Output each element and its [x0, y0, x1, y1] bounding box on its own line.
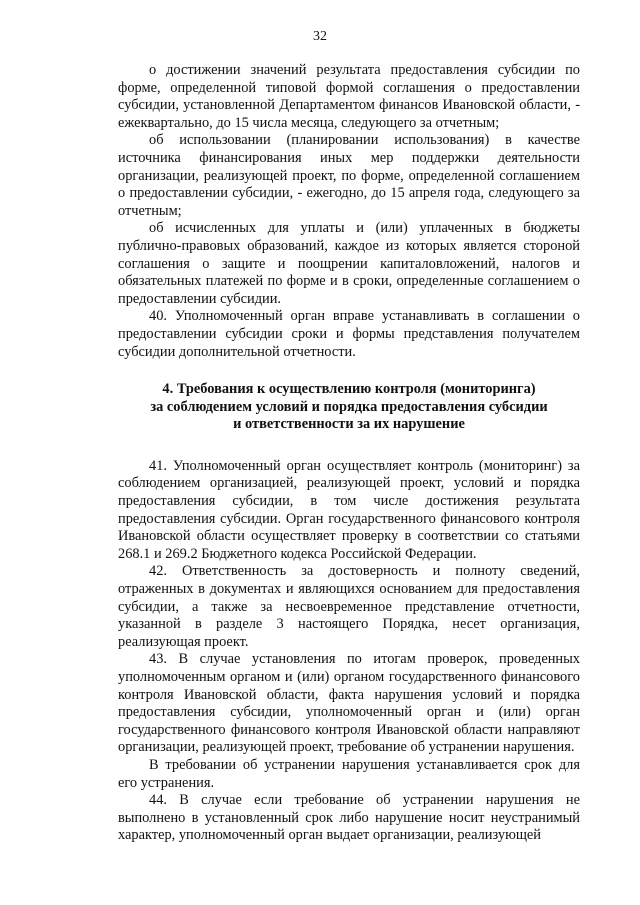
paragraph-43: 43. В случае установления по итогам проверок, проведенных уполномоченным органом и (или) органом государственного финансового контроля Ивановской области, факта нарушения условий и порядка предоставления субсидии, уполномоченный орган и (или) орган государственного финансового контроля Ивановской области направляют организации, реализующей проект, требование об устранении нарушения. — [118, 651, 580, 756]
section-4-title — [118, 381, 580, 434]
paragraph-44: 44. В случае если требование об устранении нарушения не выполнено в установленный срок либо нарушение носит неустранимый характер, уполномоченный орган выдает организации, реализующей — [118, 792, 580, 844]
paragraph-result-reporting: о достижении значений результата предоставления субсидии по форме, определенной типовой формой соглашения о предоставлении субсидии, установленной Департаментом финансов Ивановской области, - ежеквартально, до 15 числа месяца, следующего за отчетным; — [118, 62, 580, 131]
page-number: 32 — [313, 29, 327, 44]
document-body — [118, 62, 580, 845]
paragraph-usage-reporting: об использовании (планировании использования) в качестве источника финансирования иных мер поддержки деятельности организации, реализующей проект, по форме, определенной соглашением о предоставлении субсидии, - ежегодно, до 15 апреля года, следующего за отчетным; — [118, 132, 580, 219]
section-title-line-2: за соблюдением условий и порядка предоставления субсидии — [150, 398, 548, 415]
section-title-line-3: и ответственности за их нарушение — [233, 416, 465, 433]
paragraph-deadline: В требовании об устранении нарушения устанавливается срок для его устранения. — [118, 756, 580, 791]
paragraph-41: 41. Уполномоченный орган осуществляет контроль (мониторинг) за соблюдением организацией, реализующей проект, условий и порядка предоставления субсидии, в том числе достижения результата предоставления субсидии. Орган государственного финансового контроля Ивановской области осуществляет проверку в соответствии со статьями 268.1 и 269.2 Бюджетного кодекса Российской Федерации. — [118, 457, 580, 562]
paragraph-42: 42. Ответственность за достоверность и полноту сведений, отраженных в документах и являющихся основанием для предоставления субсидии, а также за несвоевременное представление отчетности, указанной в разделе 3 настоящего Порядка, несет организация, реализующая проект. — [118, 563, 580, 650]
paragraph-tax-reporting: об исчисленных для уплаты и (или) уплаченных в бюджеты публично-правовых образований, каждое из которых является стороной соглашения о защите и поощрении капиталовложений, налогов и обязательных платежей по форме и в сроки, определенные соглашением о предоставлении субсидии. — [118, 220, 580, 307]
section-title-line-1: 4. Требования к осуществлению контроля (мониторинга) — [162, 381, 536, 398]
paragraph-40: 40. Уполномоченный орган вправе устанавливать в соглашении о предоставлении субсидии сроки и формы представления получателем субсидии дополнительной отчетности. — [118, 308, 580, 360]
